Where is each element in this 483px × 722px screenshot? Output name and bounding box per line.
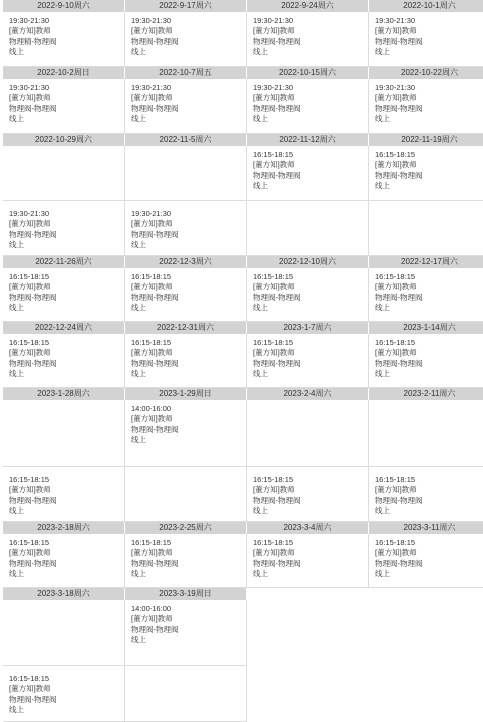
- schedule-cell: [247, 467, 369, 522]
- lesson-teacher: [董方知]教师: [131, 282, 173, 292]
- schedule-cell: [247, 400, 369, 467]
- lesson-time: 19:30-21:30: [131, 209, 172, 218]
- date-header: 2022-9-24周六: [247, 0, 369, 12]
- lesson-teacher: [董方知]教师: [253, 160, 295, 170]
- lesson-mode: 线上: [131, 302, 146, 312]
- lesson-time: 16:15-18:15: [253, 338, 294, 347]
- lesson-entry: [9, 209, 57, 250]
- lesson-teacher: [董方知]教师: [253, 26, 295, 36]
- schedule-cell: [125, 534, 247, 588]
- lesson-mode: 线上: [131, 434, 146, 444]
- lesson-mode: 线上: [9, 239, 24, 249]
- schedule-cell: [369, 79, 483, 134]
- lesson-teacher: [董方知]教师: [9, 219, 51, 229]
- lesson-entry: [131, 272, 179, 313]
- date-header: 2023-3-18周六: [3, 588, 125, 600]
- lesson-entry: [253, 272, 301, 313]
- schedule-cell: [369, 12, 483, 67]
- date-header: 2022-10-1周六: [369, 0, 483, 12]
- schedule-cell: [3, 12, 125, 67]
- lesson-teacher: [董方知]教师: [375, 160, 417, 170]
- lesson-subject: 物理阀-物理阀: [253, 103, 301, 113]
- lesson-teacher: [董方知]教师: [9, 282, 51, 292]
- lesson-entry: [9, 674, 57, 715]
- schedule-cell: [247, 334, 369, 388]
- date-header: 2022-10-2周日: [3, 67, 125, 79]
- lesson-mode: 线上: [131, 46, 146, 56]
- lesson-entry: [375, 475, 423, 516]
- date-header: 2022-10-7周五: [125, 67, 247, 79]
- lesson-time: 16:15-18:15: [9, 272, 50, 281]
- date-header: 2022-12-24周六: [3, 322, 125, 334]
- lesson-subject: 物理阀-物理阀: [253, 495, 301, 505]
- lesson-subject: 物理阀-物理阀: [253, 36, 301, 46]
- schedule-cell: [125, 400, 247, 467]
- date-header: 2022-12-3周六: [125, 256, 247, 268]
- lesson-entry: [375, 272, 423, 313]
- lesson-subject: 物理阀-物理阀: [131, 358, 179, 368]
- date-header: 2022-12-10周六: [247, 256, 369, 268]
- schedule-cell: [369, 467, 483, 522]
- schedule-cell: [125, 146, 247, 201]
- date-header: 2022-12-17周六: [369, 256, 483, 268]
- lesson-mode: 线上: [9, 368, 24, 378]
- lesson-entry: [375, 83, 423, 124]
- lesson-teacher: [董方知]教师: [9, 684, 51, 694]
- lesson-teacher: [董方知]教师: [9, 348, 51, 358]
- lesson-teacher: [董方知]教师: [253, 485, 295, 495]
- schedule-cell: [125, 79, 247, 134]
- lesson-entry: [9, 475, 57, 516]
- schedule-cell: [3, 146, 125, 201]
- lesson-teacher: [董方知]教师: [131, 93, 173, 103]
- schedule-cell: [3, 334, 125, 388]
- lesson-subject: 物理阀-物理阀: [253, 558, 301, 568]
- lesson-time: 19:30-21:30: [375, 16, 416, 25]
- lesson-entry: [375, 338, 423, 379]
- schedule-cell: [3, 467, 125, 522]
- date-header: 2022-10-15周六: [247, 67, 369, 79]
- schedule-cell: [3, 666, 125, 722]
- lesson-teacher: [董方知]教师: [253, 348, 295, 358]
- lesson-mode: 线上: [9, 568, 24, 578]
- lesson-time: 16:15-18:15: [131, 338, 172, 347]
- lesson-teacher: [董方知]教师: [253, 548, 295, 558]
- schedule-cell: [369, 334, 483, 388]
- lesson-teacher: [董方知]教师: [9, 93, 51, 103]
- schedule-cell: [369, 534, 483, 588]
- lesson-mode: 线上: [9, 46, 24, 56]
- lesson-entry: [375, 16, 423, 57]
- schedule-cell: [3, 400, 125, 467]
- schedule-cell: [369, 400, 483, 467]
- lesson-mode: 线上: [131, 568, 146, 578]
- lesson-subject: 物理阀-物理阀: [131, 103, 179, 113]
- lesson-teacher: [董方知]教师: [131, 548, 173, 558]
- lesson-entry: [9, 83, 57, 124]
- lesson-time: 16:15-18:15: [375, 475, 416, 484]
- lesson-subject: 物理阀-物理阀: [9, 495, 57, 505]
- lesson-mode: 线上: [253, 505, 268, 515]
- schedule-cell: [3, 268, 125, 322]
- lesson-time: 16:15-18:15: [9, 674, 50, 683]
- lesson-subject: 物理阀-物理阀: [9, 358, 57, 368]
- lesson-subject: 物理阀-物理阀: [9, 292, 57, 302]
- lesson-entry: [253, 338, 301, 379]
- lesson-subject: 物理阀-物理阀: [375, 495, 423, 505]
- date-header: 2023-2-11周六: [369, 388, 483, 400]
- lesson-time: 16:15-18:15: [375, 272, 416, 281]
- lesson-mode: 线上: [375, 568, 390, 578]
- lesson-mode: 线上: [375, 505, 390, 515]
- date-header: 2023-1-7周六: [247, 322, 369, 334]
- lesson-time: 14:00-16:00: [131, 404, 172, 413]
- lesson-entry: [131, 538, 179, 579]
- lesson-mode: 线上: [9, 505, 24, 515]
- lesson-teacher: [董方知]教师: [253, 282, 295, 292]
- lesson-time: 19:30-21:30: [375, 83, 416, 92]
- lesson-time: 16:15-18:15: [253, 538, 294, 547]
- lesson-entry: [131, 16, 179, 57]
- schedule-cell: [125, 600, 247, 666]
- date-header: 2023-2-18周六: [3, 522, 125, 534]
- lesson-mode: 线上: [131, 239, 146, 249]
- schedule-cell: [247, 79, 369, 134]
- date-header: 2022-9-10周六: [3, 0, 125, 12]
- lesson-time: 16:15-18:15: [253, 272, 294, 281]
- lesson-subject: 物理阀-物理阀: [375, 358, 423, 368]
- lesson-subject: 物理阀-物理阀: [253, 170, 301, 180]
- schedule-cell: [125, 666, 247, 722]
- lesson-time: 19:30-21:30: [131, 16, 172, 25]
- lesson-teacher: [董方知]教师: [375, 548, 417, 558]
- lesson-time: 19:30-21:30: [253, 16, 294, 25]
- lesson-subject: 物理阀-物理阀: [9, 229, 57, 239]
- lesson-mode: 线上: [9, 704, 24, 714]
- lesson-teacher: [董方知]教师: [131, 26, 173, 36]
- date-header: 2023-1-28周六: [3, 388, 125, 400]
- lesson-entry: [9, 538, 57, 579]
- lesson-mode: 线上: [253, 46, 268, 56]
- schedule-cell: [125, 268, 247, 322]
- lesson-mode: 线上: [375, 302, 390, 312]
- lesson-time: 16:15-18:15: [131, 538, 172, 547]
- lesson-entry: [253, 150, 301, 191]
- schedule-cell: [3, 79, 125, 134]
- lesson-teacher: [董方知]教师: [375, 348, 417, 358]
- schedule-cell: [247, 534, 369, 588]
- schedule-cell: [247, 146, 369, 201]
- schedule-cell: [125, 334, 247, 388]
- date-header: 2022-12-31周六: [125, 322, 247, 334]
- lesson-time: 19:30-21:30: [9, 16, 50, 25]
- lesson-entry: [253, 16, 301, 57]
- date-header: 2022-9-17周六: [125, 0, 247, 12]
- lesson-time: 16:15-18:15: [375, 150, 416, 159]
- lesson-teacher: [董方知]教师: [9, 485, 51, 495]
- lesson-teacher: [董方知]教师: [375, 485, 417, 495]
- lesson-subject: 物理阀-物理阀: [9, 694, 57, 704]
- date-header: 2023-2-25周六: [125, 522, 247, 534]
- schedule-cell: [125, 467, 247, 522]
- lesson-mode: 线上: [9, 302, 24, 312]
- date-header: 2022-10-22周六: [369, 67, 483, 79]
- lesson-time: 16:15-18:15: [253, 150, 294, 159]
- date-header: 2023-1-14周六: [369, 322, 483, 334]
- date-header: 2022-11-5周六: [125, 134, 247, 146]
- lesson-entry: [9, 16, 57, 57]
- lesson-teacher: [董方知]教师: [375, 93, 417, 103]
- lesson-entry: [9, 272, 57, 313]
- lesson-mode: 线上: [131, 368, 146, 378]
- lesson-time: 16:15-18:15: [375, 338, 416, 347]
- lesson-subject: 物理阀-物理阀: [9, 103, 57, 113]
- lesson-subject: 物理阀-物理阀: [131, 624, 179, 634]
- lesson-entry: [131, 604, 179, 645]
- lesson-time: 16:15-18:15: [253, 475, 294, 484]
- lesson-teacher: [董方知]教师: [131, 219, 173, 229]
- lesson-time: 16:15-18:15: [9, 338, 50, 347]
- lesson-mode: 线上: [253, 113, 268, 123]
- date-header: 2023-3-19周日: [125, 588, 247, 600]
- lesson-teacher: [董方知]教师: [9, 548, 51, 558]
- lesson-subject: 物理阀-物理阀: [253, 358, 301, 368]
- date-header: 2023-3-11周六: [369, 522, 483, 534]
- lesson-entry: [131, 209, 179, 250]
- lesson-mode: 线上: [253, 302, 268, 312]
- date-header: 2022-11-26周六: [3, 256, 125, 268]
- schedule-cell: [369, 201, 483, 256]
- lesson-teacher: [董方知]教师: [131, 414, 173, 424]
- lesson-time: 16:15-18:15: [9, 475, 50, 484]
- lesson-subject: 物理阀-物理阀: [131, 229, 179, 239]
- lesson-mode: 线上: [375, 46, 390, 56]
- schedule-cell: [125, 201, 247, 256]
- lesson-entry: [131, 404, 179, 445]
- date-header: 2022-11-12周六: [247, 134, 369, 146]
- lesson-entry: [375, 150, 423, 191]
- lesson-entry: [375, 538, 423, 579]
- schedule-cell: [3, 600, 125, 666]
- schedule-cell: [247, 201, 369, 256]
- lesson-time: 19:30-21:30: [131, 83, 172, 92]
- lesson-time: 19:30-21:30: [253, 83, 294, 92]
- schedule-cell: [369, 268, 483, 322]
- lesson-teacher: [董方知]教师: [131, 614, 173, 624]
- schedule-cell: [125, 12, 247, 67]
- lesson-entry: [131, 338, 179, 379]
- schedule-cell: [3, 534, 125, 588]
- lesson-entry: [253, 83, 301, 124]
- lesson-mode: 线上: [253, 180, 268, 190]
- lesson-mode: 线上: [9, 113, 24, 123]
- lesson-time: 14:00-16:00: [131, 604, 172, 613]
- lesson-subject: 物理阀-物理阀: [131, 424, 179, 434]
- schedule-cell: [3, 201, 125, 256]
- lesson-subject: 物理阀-物理阀: [375, 170, 423, 180]
- lesson-teacher: [董方知]教师: [9, 26, 51, 36]
- lesson-mode: 线上: [131, 113, 146, 123]
- date-header: 2022-11-19周六: [369, 134, 483, 146]
- lesson-mode: 线上: [375, 113, 390, 123]
- lesson-teacher: [董方知]教师: [253, 93, 295, 103]
- lesson-time: 16:15-18:15: [9, 538, 50, 547]
- lesson-subject: 物理阀-物理阀: [375, 558, 423, 568]
- lesson-subject: 物理阀-物理阀: [131, 558, 179, 568]
- lesson-time: 19:30-21:30: [9, 83, 50, 92]
- lesson-subject: 物理阀-物理阀: [253, 292, 301, 302]
- schedule-cell: [247, 12, 369, 67]
- lesson-mode: 线上: [375, 180, 390, 190]
- lesson-subject: 物理阀-物理阀: [9, 558, 57, 568]
- lesson-entry: [9, 338, 57, 379]
- lesson-entry: [131, 83, 179, 124]
- lesson-subject: 物理阀-物理阀: [375, 36, 423, 46]
- date-header: 2023-3-4周六: [247, 522, 369, 534]
- date-header: 2023-1-29周日: [125, 388, 247, 400]
- schedule-cell: [247, 268, 369, 322]
- lesson-subject: 物理阀-物理阀: [131, 292, 179, 302]
- lesson-time: 16:15-18:15: [131, 272, 172, 281]
- lesson-subject: 物理阀-物理阀: [375, 292, 423, 302]
- schedule-cell: [369, 146, 483, 201]
- lesson-time: 16:15-18:15: [375, 538, 416, 547]
- lesson-mode: 线上: [253, 568, 268, 578]
- lesson-teacher: [董方知]教师: [131, 348, 173, 358]
- lesson-subject: 物理精-物理阀: [9, 36, 57, 46]
- lesson-entry: [253, 475, 301, 516]
- date-header: 2022-10-29周六: [3, 134, 125, 146]
- lesson-mode: 线上: [253, 368, 268, 378]
- lesson-subject: 物理阀-物理阀: [375, 103, 423, 113]
- lesson-time: 19:30-21:30: [9, 209, 50, 218]
- lesson-mode: 线上: [131, 634, 146, 644]
- lesson-subject: 物理阀-物理阀: [131, 36, 179, 46]
- lesson-teacher: [董方知]教师: [375, 282, 417, 292]
- lesson-mode: 线上: [375, 368, 390, 378]
- lesson-entry: [253, 538, 301, 579]
- lesson-teacher: [董方知]教师: [375, 26, 417, 36]
- date-header: 2023-2-4周六: [247, 388, 369, 400]
